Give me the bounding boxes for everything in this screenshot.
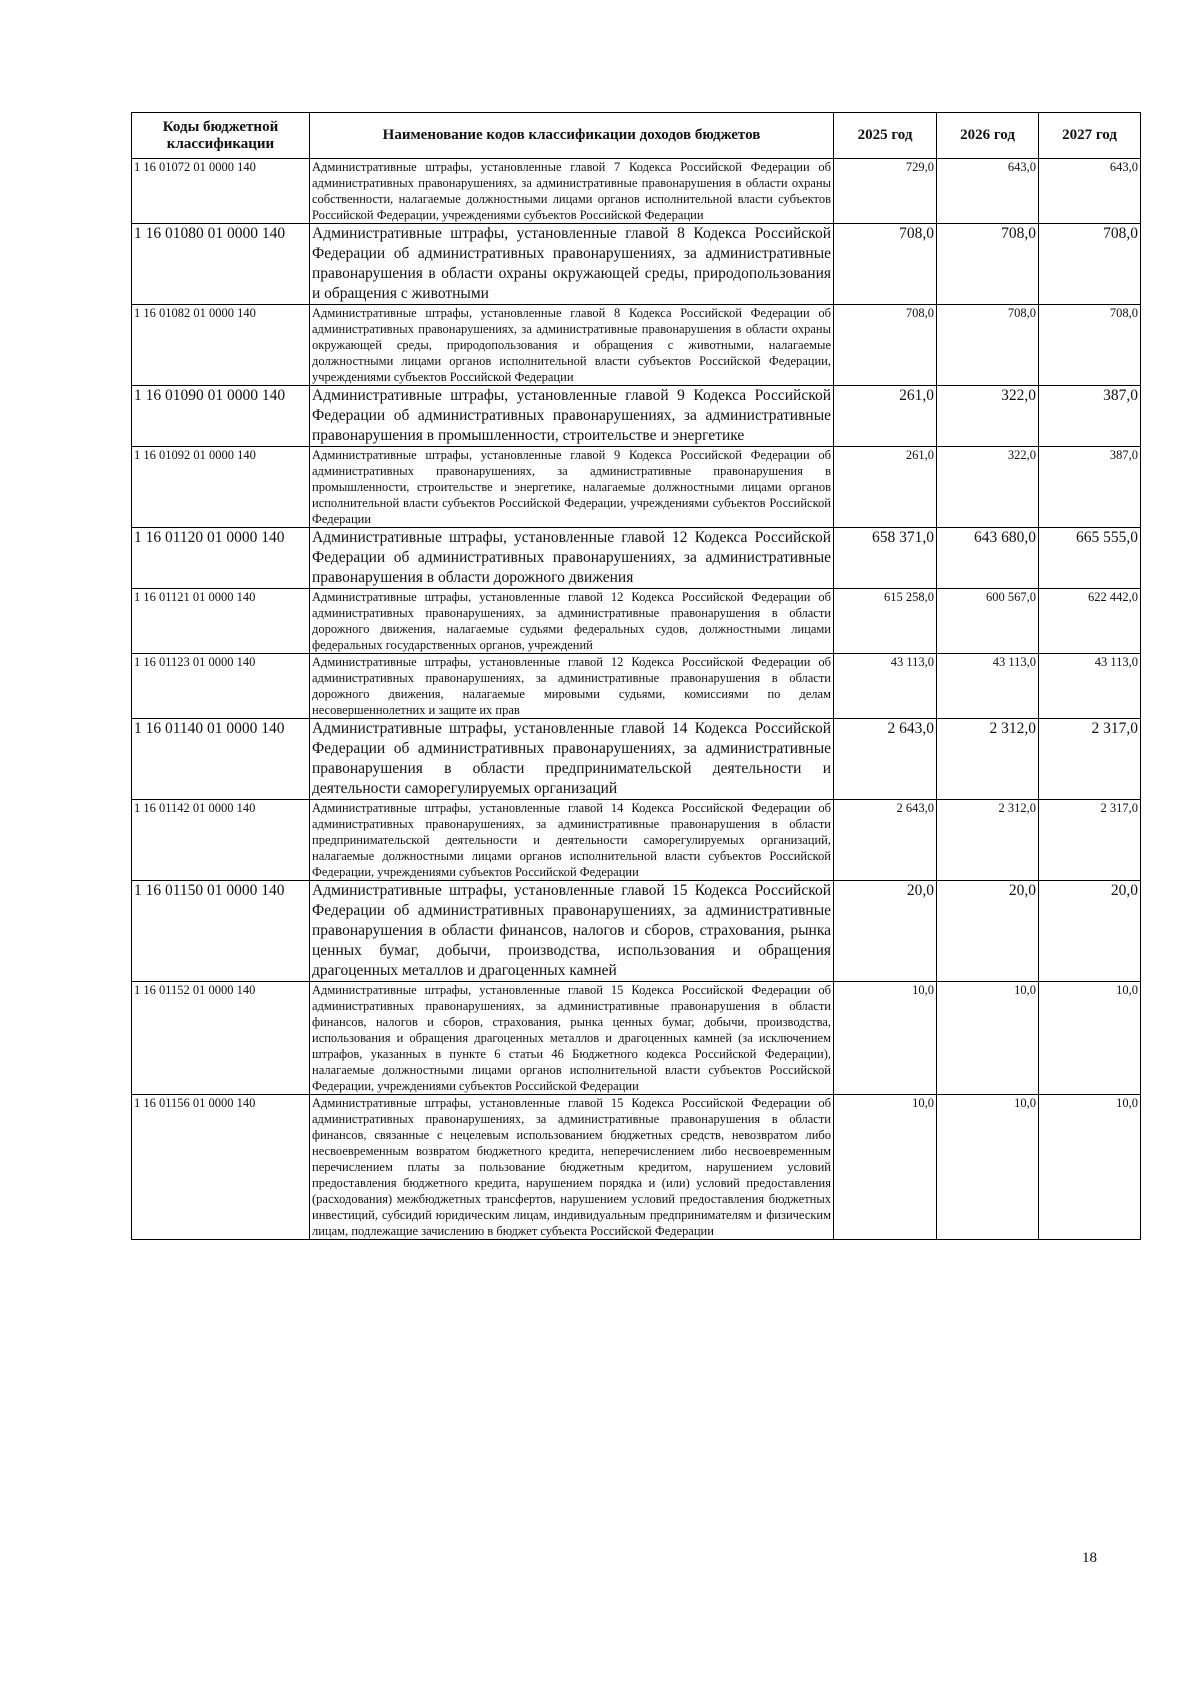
value-2025: 20,0 — [834, 881, 937, 982]
header-code: Коды бюджетной классификации — [132, 113, 310, 159]
value-2026: 643 680,0 — [937, 528, 1039, 589]
revenue-table — [131, 112, 1141, 1240]
classification-name: Административные штрафы, установленные главой 12 Кодекса Российской Федерации об административных правонарушениях, за административные правонарушения в области дорожного движения, налагаемые судьями федеральных судов, должностными лицами федеральных государственных органов, учреждений — [310, 589, 834, 654]
classification-name: Административные штрафы, установленные главой 14 Кодекса Российской Федерации об административных правонарушениях, за административные правонарушения в области предпринимательской деятельности и деятельности саморегулируемых организаций — [310, 719, 834, 800]
table-row — [132, 800, 1141, 881]
value-2027: 708,0 — [1039, 305, 1141, 386]
table-header-row — [132, 113, 1141, 159]
value-2026: 643,0 — [937, 159, 1039, 224]
value-2025: 2 643,0 — [834, 719, 937, 800]
value-2027: 708,0 — [1039, 224, 1141, 305]
value-2026: 322,0 — [937, 386, 1039, 447]
value-2027: 387,0 — [1039, 447, 1141, 528]
value-2026: 322,0 — [937, 447, 1039, 528]
classification-code: 1 16 01082 01 0000 140 — [132, 305, 310, 386]
classification-code: 1 16 01120 01 0000 140 — [132, 528, 310, 589]
value-2026: 2 312,0 — [937, 719, 1039, 800]
classification-name: Административные штрафы, установленные главой 7 Кодекса Российской Федерации об административных правонарушениях, за административные правонарушения в области охраны собственности, налагаемые должностными лицами органов исполнительной власти субъектов Российской Федерации, учреждениями субъектов Российской Федерации — [310, 159, 834, 224]
classification-code: 1 16 01152 01 0000 140 — [132, 982, 310, 1095]
value-2025: 261,0 — [834, 447, 937, 528]
value-2026: 20,0 — [937, 881, 1039, 982]
table-row — [132, 719, 1141, 800]
classification-code: 1 16 01072 01 0000 140 — [132, 159, 310, 224]
value-2026: 10,0 — [937, 982, 1039, 1095]
value-2027: 10,0 — [1039, 1095, 1141, 1240]
classification-name: Административные штрафы, установленные главой 15 Кодекса Российской Федерации об административных правонарушениях, за административные правонарушения в области финансов, налогов и сборов, страхования, рынка ценных бумаг, добычи, производства, использования и обращения драгоценных металлов и драгоценных камней — [310, 881, 834, 982]
value-2027: 20,0 — [1039, 881, 1141, 982]
header-2026: 2026 год — [937, 113, 1039, 159]
classification-name: Административные штрафы, установленные главой 12 Кодекса Российской Федерации об административных правонарушениях, за административные правонарушения в области дорожного движения — [310, 528, 834, 589]
page-number: 18 — [1082, 1550, 1097, 1566]
value-2027: 643,0 — [1039, 159, 1141, 224]
table-row — [132, 528, 1141, 589]
classification-code: 1 16 01090 01 0000 140 — [132, 386, 310, 447]
value-2025: 658 371,0 — [834, 528, 937, 589]
classification-code: 1 16 01140 01 0000 140 — [132, 719, 310, 800]
value-2027: 10,0 — [1039, 982, 1141, 1095]
table-row — [132, 305, 1141, 386]
classification-name: Административные штрафы, установленные главой 9 Кодекса Российской Федерации об административных правонарушениях, за административные правонарушения в промышленности, строительстве и энергетике — [310, 386, 834, 447]
classification-name: Административные штрафы, установленные главой 12 Кодекса Российской Федерации об административных правонарушениях, за административные правонарушения в области дорожного движения, налагаемые мировыми судьями, комиссиями по делам несовершеннолетних и защите их прав — [310, 654, 834, 719]
header-2025: 2025 год — [834, 113, 937, 159]
classification-name: Административные штрафы, установленные главой 9 Кодекса Российской Федерации об административных правонарушениях, за административные правонарушения в промышленности, строительстве и энергетике, налагаемые должностными лицами органов исполнительной власти субъектов Российской Федерации, учреждениями субъектов Российской Федерации — [310, 447, 834, 528]
header-2027: 2027 год — [1039, 113, 1141, 159]
value-2025: 708,0 — [834, 224, 937, 305]
value-2027: 387,0 — [1039, 386, 1141, 447]
value-2026: 43 113,0 — [937, 654, 1039, 719]
value-2027: 665 555,0 — [1039, 528, 1141, 589]
classification-code: 1 16 01142 01 0000 140 — [132, 800, 310, 881]
table-row — [132, 224, 1141, 305]
classification-code: 1 16 01123 01 0000 140 — [132, 654, 310, 719]
value-2025: 10,0 — [834, 1095, 937, 1240]
value-2026: 600 567,0 — [937, 589, 1039, 654]
table-row — [132, 589, 1141, 654]
classification-code: 1 16 01121 01 0000 140 — [132, 589, 310, 654]
value-2026: 708,0 — [937, 305, 1039, 386]
value-2025: 2 643,0 — [834, 800, 937, 881]
classification-code: 1 16 01080 01 0000 140 — [132, 224, 310, 305]
table-row — [132, 1095, 1141, 1240]
table-row — [132, 386, 1141, 447]
table-row — [132, 159, 1141, 224]
table-row — [132, 982, 1141, 1095]
value-2026: 708,0 — [937, 224, 1039, 305]
classification-name: Административные штрафы, установленные главой 8 Кодекса Российской Федерации об административных правонарушениях, за административные правонарушения в области охраны окружающей среды, природопользования и обращения с животными — [310, 224, 834, 305]
value-2026: 10,0 — [937, 1095, 1039, 1240]
classification-name: Административные штрафы, установленные главой 15 Кодекса Российской Федерации об административных правонарушениях, за административные правонарушения в области финансов, связанные с нецелевым использованием бюджетных средств, невозвратом либо несвоевременным возвратом бюджетного кредита, неперечислением либо несвоевременным перечислением платы за пользование бюджетным кредитом, нарушением условий предоставления бюджетного кредита, нарушением порядка и (или) условий предоставления (расходования) межбюджетных трансфертов, нарушением условий предоставления бюджетных инвестиций, субсидий юридическим лицам, индивидуальным предпринимателям и физическим лицам, подлежащие зачислению в бюджет субъекта Российской Федерации — [310, 1095, 834, 1240]
value-2025: 708,0 — [834, 305, 937, 386]
classification-name: Административные штрафы, установленные главой 8 Кодекса Российской Федерации об административных правонарушениях, за административные правонарушения в области охраны окружающей среды, природопользования и обращения с животными, налагаемые должностными лицами органов исполнительной власти субъектов Российской Федерации, учреждениями субъектов Российской Федерации — [310, 305, 834, 386]
table-row — [132, 447, 1141, 528]
value-2026: 2 312,0 — [937, 800, 1039, 881]
classification-code: 1 16 01156 01 0000 140 — [132, 1095, 310, 1240]
classification-name: Административные штрафы, установленные главой 15 Кодекса Российской Федерации об административных правонарушениях, за административные правонарушения в области финансов, налогов и сборов, страхования, рынка ценных бумаг, добычи, производства, использования и обращения драгоценных металлов и драгоценных камней (за исключением штрафов, указанных в пункте 6 статьи 46 Бюджетного кодекса Российской Федерации), налагаемые должностными лицами органов исполнительной власти субъектов Российской Федерации, учреждениями субъектов Российской Федерации — [310, 982, 834, 1095]
value-2025: 615 258,0 — [834, 589, 937, 654]
classification-code: 1 16 01092 01 0000 140 — [132, 447, 310, 528]
value-2025: 10,0 — [834, 982, 937, 1095]
classification-code: 1 16 01150 01 0000 140 — [132, 881, 310, 982]
value-2027: 622 442,0 — [1039, 589, 1141, 654]
header-name: Наименование кодов классификации доходов бюджетов — [310, 113, 834, 159]
value-2027: 43 113,0 — [1039, 654, 1141, 719]
value-2025: 729,0 — [834, 159, 937, 224]
value-2027: 2 317,0 — [1039, 800, 1141, 881]
table-row — [132, 654, 1141, 719]
value-2027: 2 317,0 — [1039, 719, 1141, 800]
value-2025: 261,0 — [834, 386, 937, 447]
classification-name: Административные штрафы, установленные главой 14 Кодекса Российской Федерации об административных правонарушениях, за административные правонарушения в области предпринимательской деятельности и деятельности саморегулируемых организаций, налагаемые должностными лицами органов исполнительной власти субъектов Российской Федерации, учреждениями субъектов Российской Федерации — [310, 800, 834, 881]
table-row — [132, 881, 1141, 982]
value-2025: 43 113,0 — [834, 654, 937, 719]
